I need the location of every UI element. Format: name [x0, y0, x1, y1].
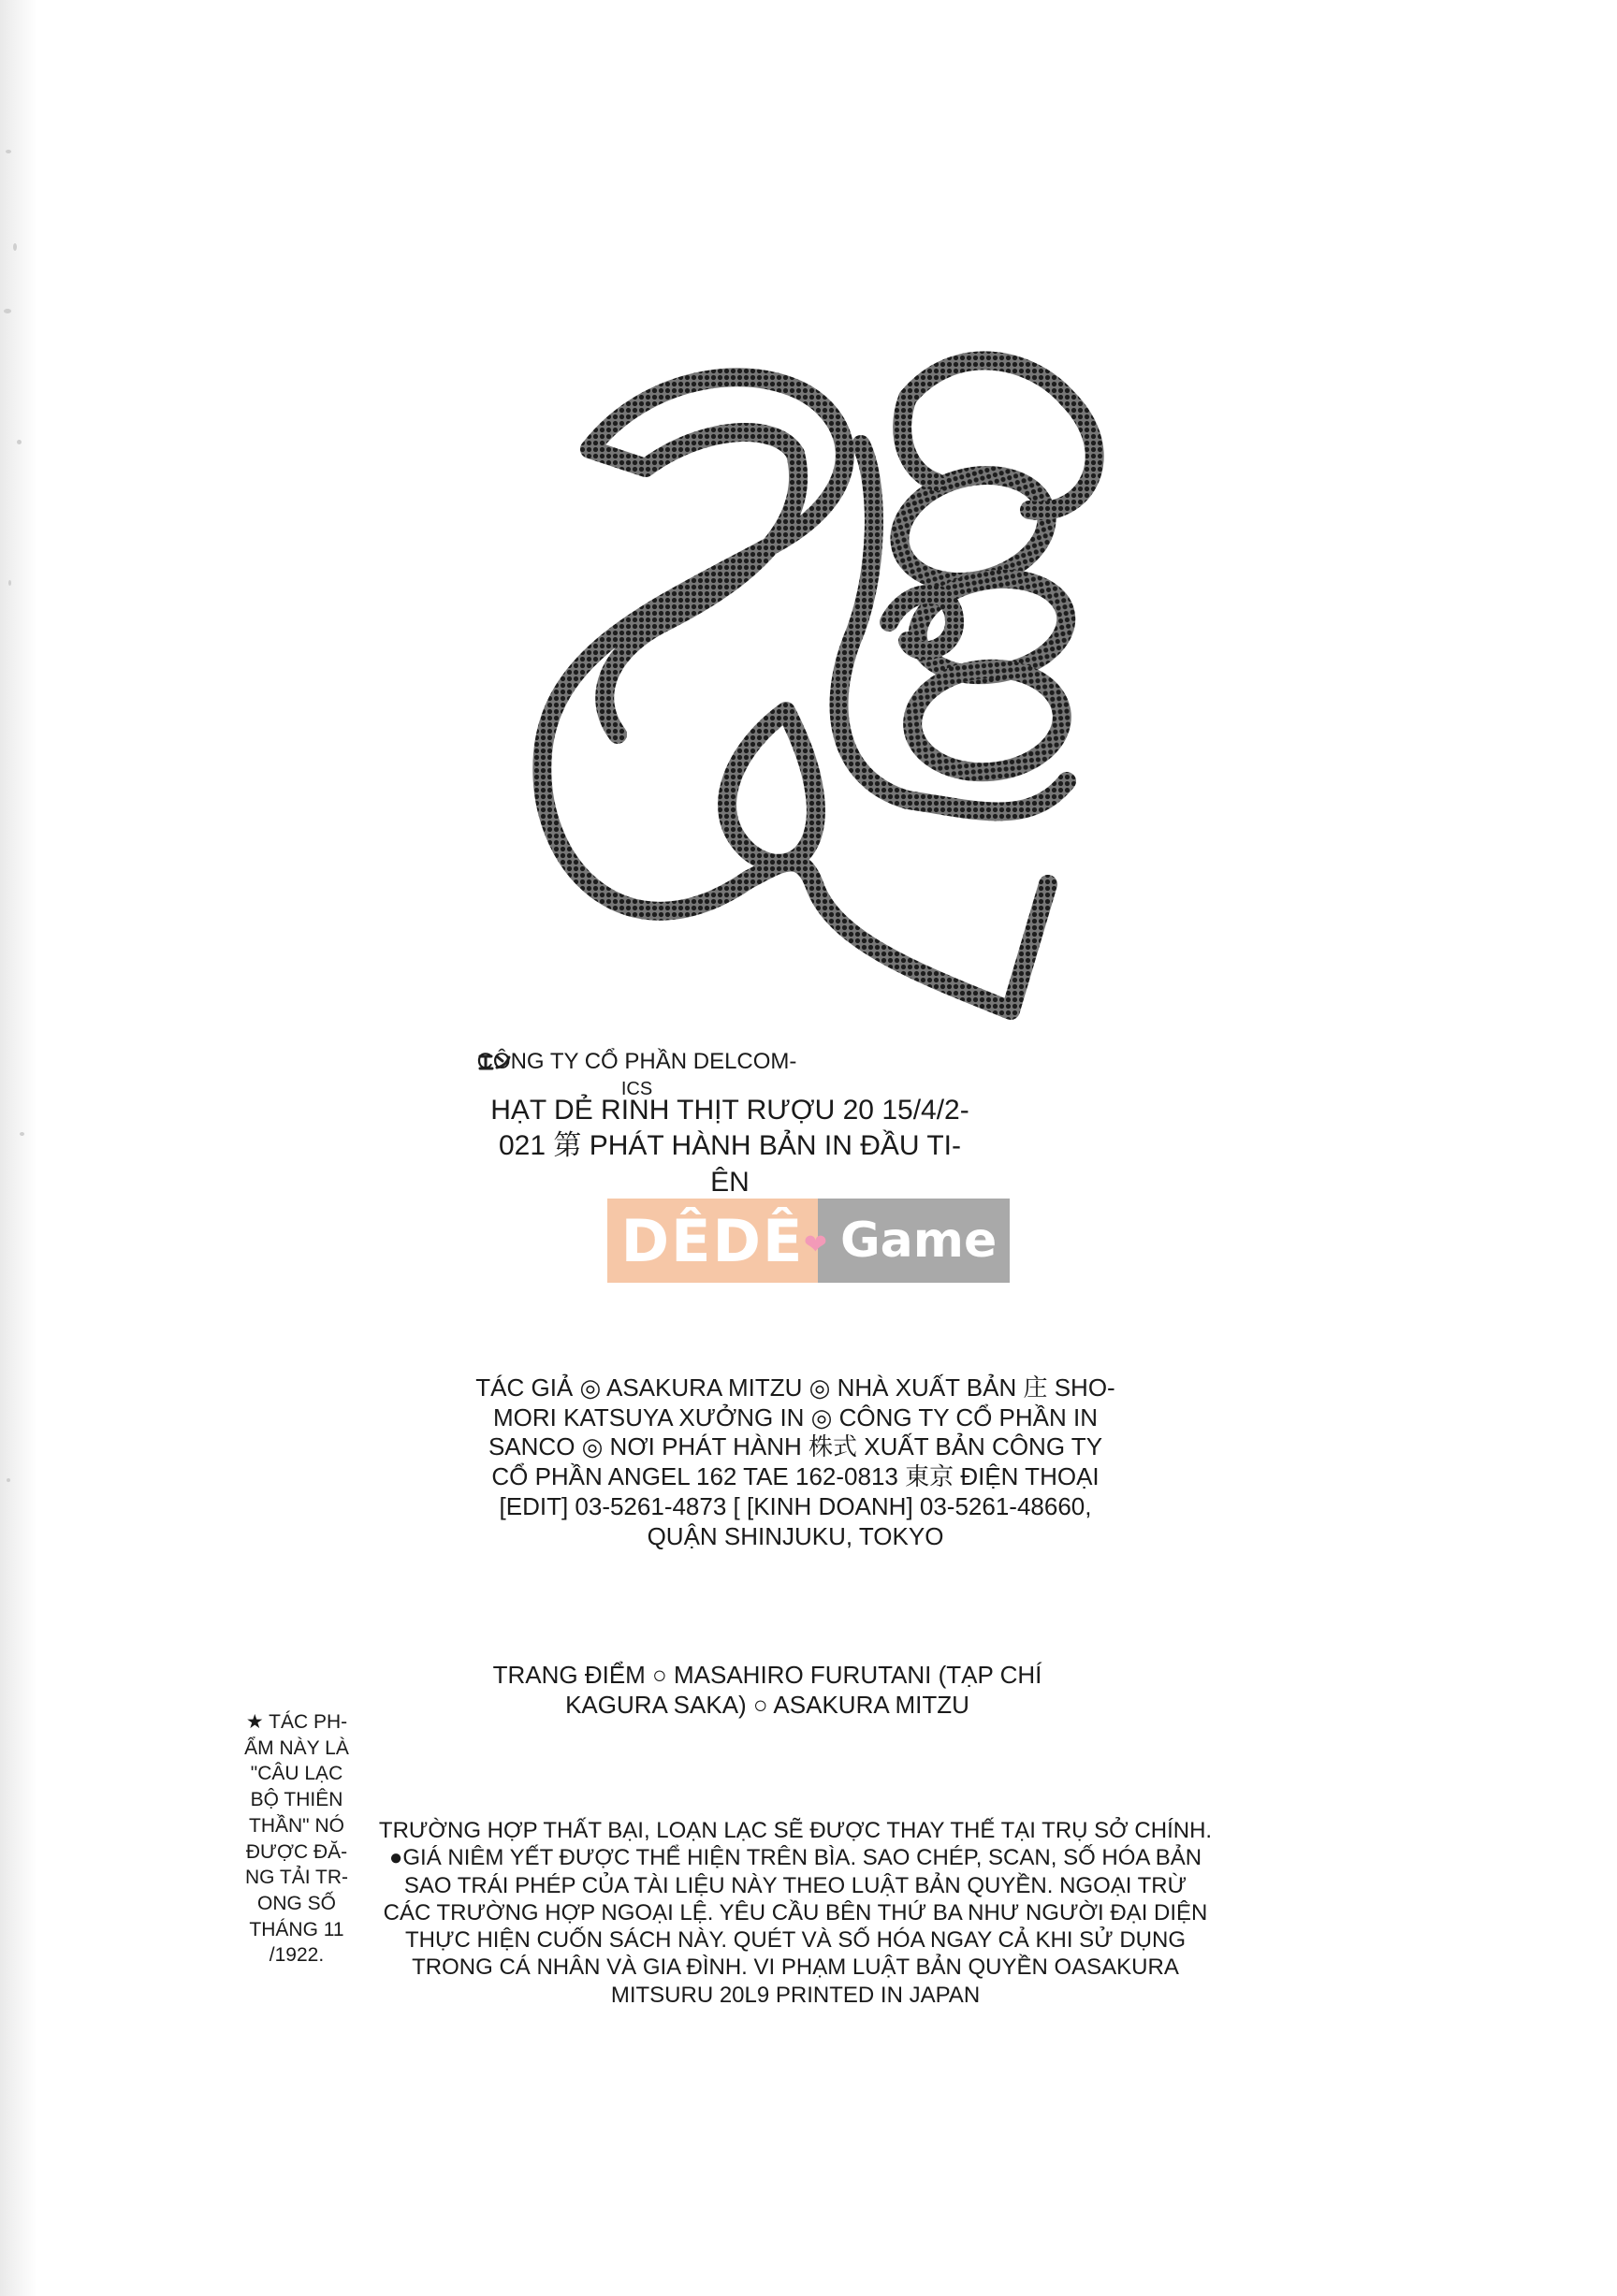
dede-game-watermark [607, 1199, 1010, 1283]
note-line: BỘ THIÊN [250, 1789, 343, 1811]
publisher-company-name-cont: ICS [620, 1079, 653, 1099]
note-line: ★ TÁC PH- [245, 1711, 348, 1733]
note-line: THÁNG 11 [249, 1918, 344, 1940]
note-line: "CÂU LẠC [250, 1763, 343, 1785]
watermark-brand-text: DÊDÊ [620, 1206, 805, 1275]
legal-notice [365, 1817, 1226, 2009]
makeup-line: TRANG ĐIỂM ○ MASAHIRO FURUTANI (TẠP CHÍ [492, 1661, 1042, 1689]
credits-line: SANCO ◎ NƠI PHÁT HÀNH 株式 XUẤT BẢN CÔNG TY [488, 1432, 1103, 1461]
credits-line: CỔ PHẦN ANGEL 162 TAE 162-0813 東京 ĐIỆN THOẠI [491, 1462, 1100, 1491]
watermark-game-text: Game [840, 1213, 998, 1269]
legal-line: SAO TRÁI PHÉP CỦA TÀI LIỆU NÀY THEO LUẬT BẢN QUYỀN. NGOẠI TRỪ [403, 1872, 1187, 1898]
page-binding-edge [0, 0, 37, 2296]
credits-line: QUẬN SHINJUKU, TOKYO [647, 1521, 944, 1550]
legal-line: ●GIÁ NIÊM YẾT ĐƯỢC THỂ HIỆN TRÊN BÌA. SAO CHÉP, SCAN, SỐ HÓA BẢN [388, 1845, 1202, 1871]
note-line: /1922. [269, 1944, 325, 1967]
edition-line: 021 第 PHÁT HÀNH BẢN IN ĐẦU TI- [498, 1130, 961, 1162]
legal-line: TRƯỜNG HỢP THẤT BẠI, LOẠN LẠC SẼ ĐƯỢC THAY THẾ TẠI TRỤ SỞ CHÍNH. [378, 1818, 1213, 1843]
publisher-company-name: CÔNG TY CỔ PHẦN DELCOM- [476, 1049, 797, 1074]
credits-line: MORI KATSUYA XƯỞNG IN ◎ CÔNG TY CỔ PHẦN IN [492, 1402, 1098, 1431]
makeup-credit [459, 1661, 1076, 1720]
legal-line: TRONG CÁ NHÂN VÀ GIA ĐÌNH. VI PHẠM LUẬT BẢN QUYỀN OASAKURA [412, 1955, 1179, 1981]
edition-line: HẠT DẺ RINH THỊT RƯỢU 20 15/4/2- [490, 1095, 969, 1126]
edition-info [468, 1093, 992, 1200]
note-line: ẨM NÀY LÀ [244, 1737, 349, 1759]
watermark-left-block [607, 1199, 829, 1283]
note-line: THẦN" NÓ [249, 1814, 344, 1837]
credits-line: [EDIT] 03-5261-4873 [ [KINH DOANH] 03-5261-48660, [499, 1491, 1092, 1520]
legal-line: CÁC TRƯỜNG HỢP NGOẠI LỆ. YÊU CẦU BÊN THỨ BA NHƯ NGƯỜI ĐẠI DIỆN [383, 1899, 1208, 1925]
heart-icon: ❤ [803, 1228, 829, 1261]
note-line: NG TẢI TR- [244, 1867, 349, 1889]
angel-a-logo-icon [468, 341, 1142, 1034]
credits-block [463, 1373, 1128, 1551]
watermark-right-block [818, 1199, 1010, 1283]
note-line: ĐƯỢC ĐĂ- [245, 1840, 348, 1863]
credits-line: TÁC GIẢ ◎ ASAKURA MITZU ◎ NHÀ XUẤT BẢN 庄 SHO- [475, 1373, 1115, 1402]
legal-line: MITSURU 20L9 PRINTED IN JAPAN [610, 1982, 981, 2008]
edition-line: ÊN [710, 1166, 750, 1198]
makeup-line: KAGURA SAKA) ○ ASAKURA MITZU [565, 1690, 969, 1719]
serialization-note [217, 1709, 376, 1969]
legal-line: THỰC HIỆN CUỐN SÁCH NÀY. QUÉT VÀ SỐ HÓA NGAY CẢ KHI SỬ DỤNG [404, 1927, 1187, 1954]
note-line: ONG SỐ [256, 1893, 336, 1915]
